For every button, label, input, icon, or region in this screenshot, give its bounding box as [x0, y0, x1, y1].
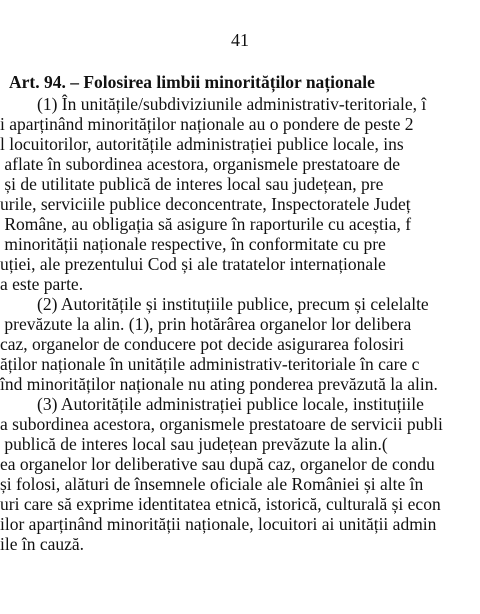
- text-line: Române, au obligația să asigure în raporturile cu aceștia, f: [0, 214, 412, 234]
- page-number: 41: [231, 30, 249, 50]
- text-line: și de utilitate publică de interes local sau județean, pre: [0, 174, 384, 194]
- text-line: uției, ale prezentului Cod și ale tratatelor internaționale: [0, 254, 386, 274]
- text-line: (2) Autoritățile și instituțiile publice, precum și celelalte: [37, 294, 429, 314]
- text-line: și folosi, alături de însemnele oficiale ale României și alte în: [0, 474, 424, 494]
- text-line: aflate în subordinea acestora, organismele prestatoare de: [0, 154, 401, 174]
- document-body: [0, 94, 480, 614]
- text-line: minorității naționale respective, în conformitate cu pre: [0, 234, 386, 254]
- text-line: înd minorităților naționale nu ating ponderea prevăzută la alin.: [0, 374, 438, 394]
- text-line: a subordinea acestora, organismele prestatoare de servicii publi: [0, 414, 443, 434]
- text-line: uri care să exprime identitatea etnică, istorică, culturală și econ: [0, 494, 441, 514]
- text-line: ile în cauză.: [0, 534, 85, 554]
- text-line: i aparținând minorităților naționale au o pondere de peste 2: [0, 114, 414, 134]
- text-line: (3) Autoritățile administrației publice locale, instituțiile: [37, 394, 424, 414]
- text-line: ea organelor lor deliberative sau după caz, organelor de condu: [0, 454, 435, 474]
- text-line: a este parte.: [0, 274, 84, 294]
- text-line: publică de interes local sau județean prevăzute la alin.(: [0, 434, 388, 454]
- text-line: caz, organelor de conducere pot decide asigurarea folosiri: [0, 334, 404, 354]
- text-line: ilor aparținând minorității naționale, locuitori ai unității admin: [0, 514, 437, 534]
- text-line: prevăzute la alin. (1), prin hotărârea organelor lor delibera: [0, 314, 412, 334]
- text-line: l locuitorilor, autoritățile administrației publice locale, ins: [0, 134, 404, 154]
- article-heading: Art. 94. – Folosirea limbii minorităților naționale: [9, 72, 375, 92]
- text-line: ăților naționale în unitățile administrativ-teritoriale în care c: [0, 354, 420, 374]
- text-line: urile, serviciile publice deconcentrate, Inspectoratele Județ: [0, 194, 411, 214]
- text-line: (1) În unitățile/subdiviziunile administrativ-teritoriale, î: [37, 94, 427, 114]
